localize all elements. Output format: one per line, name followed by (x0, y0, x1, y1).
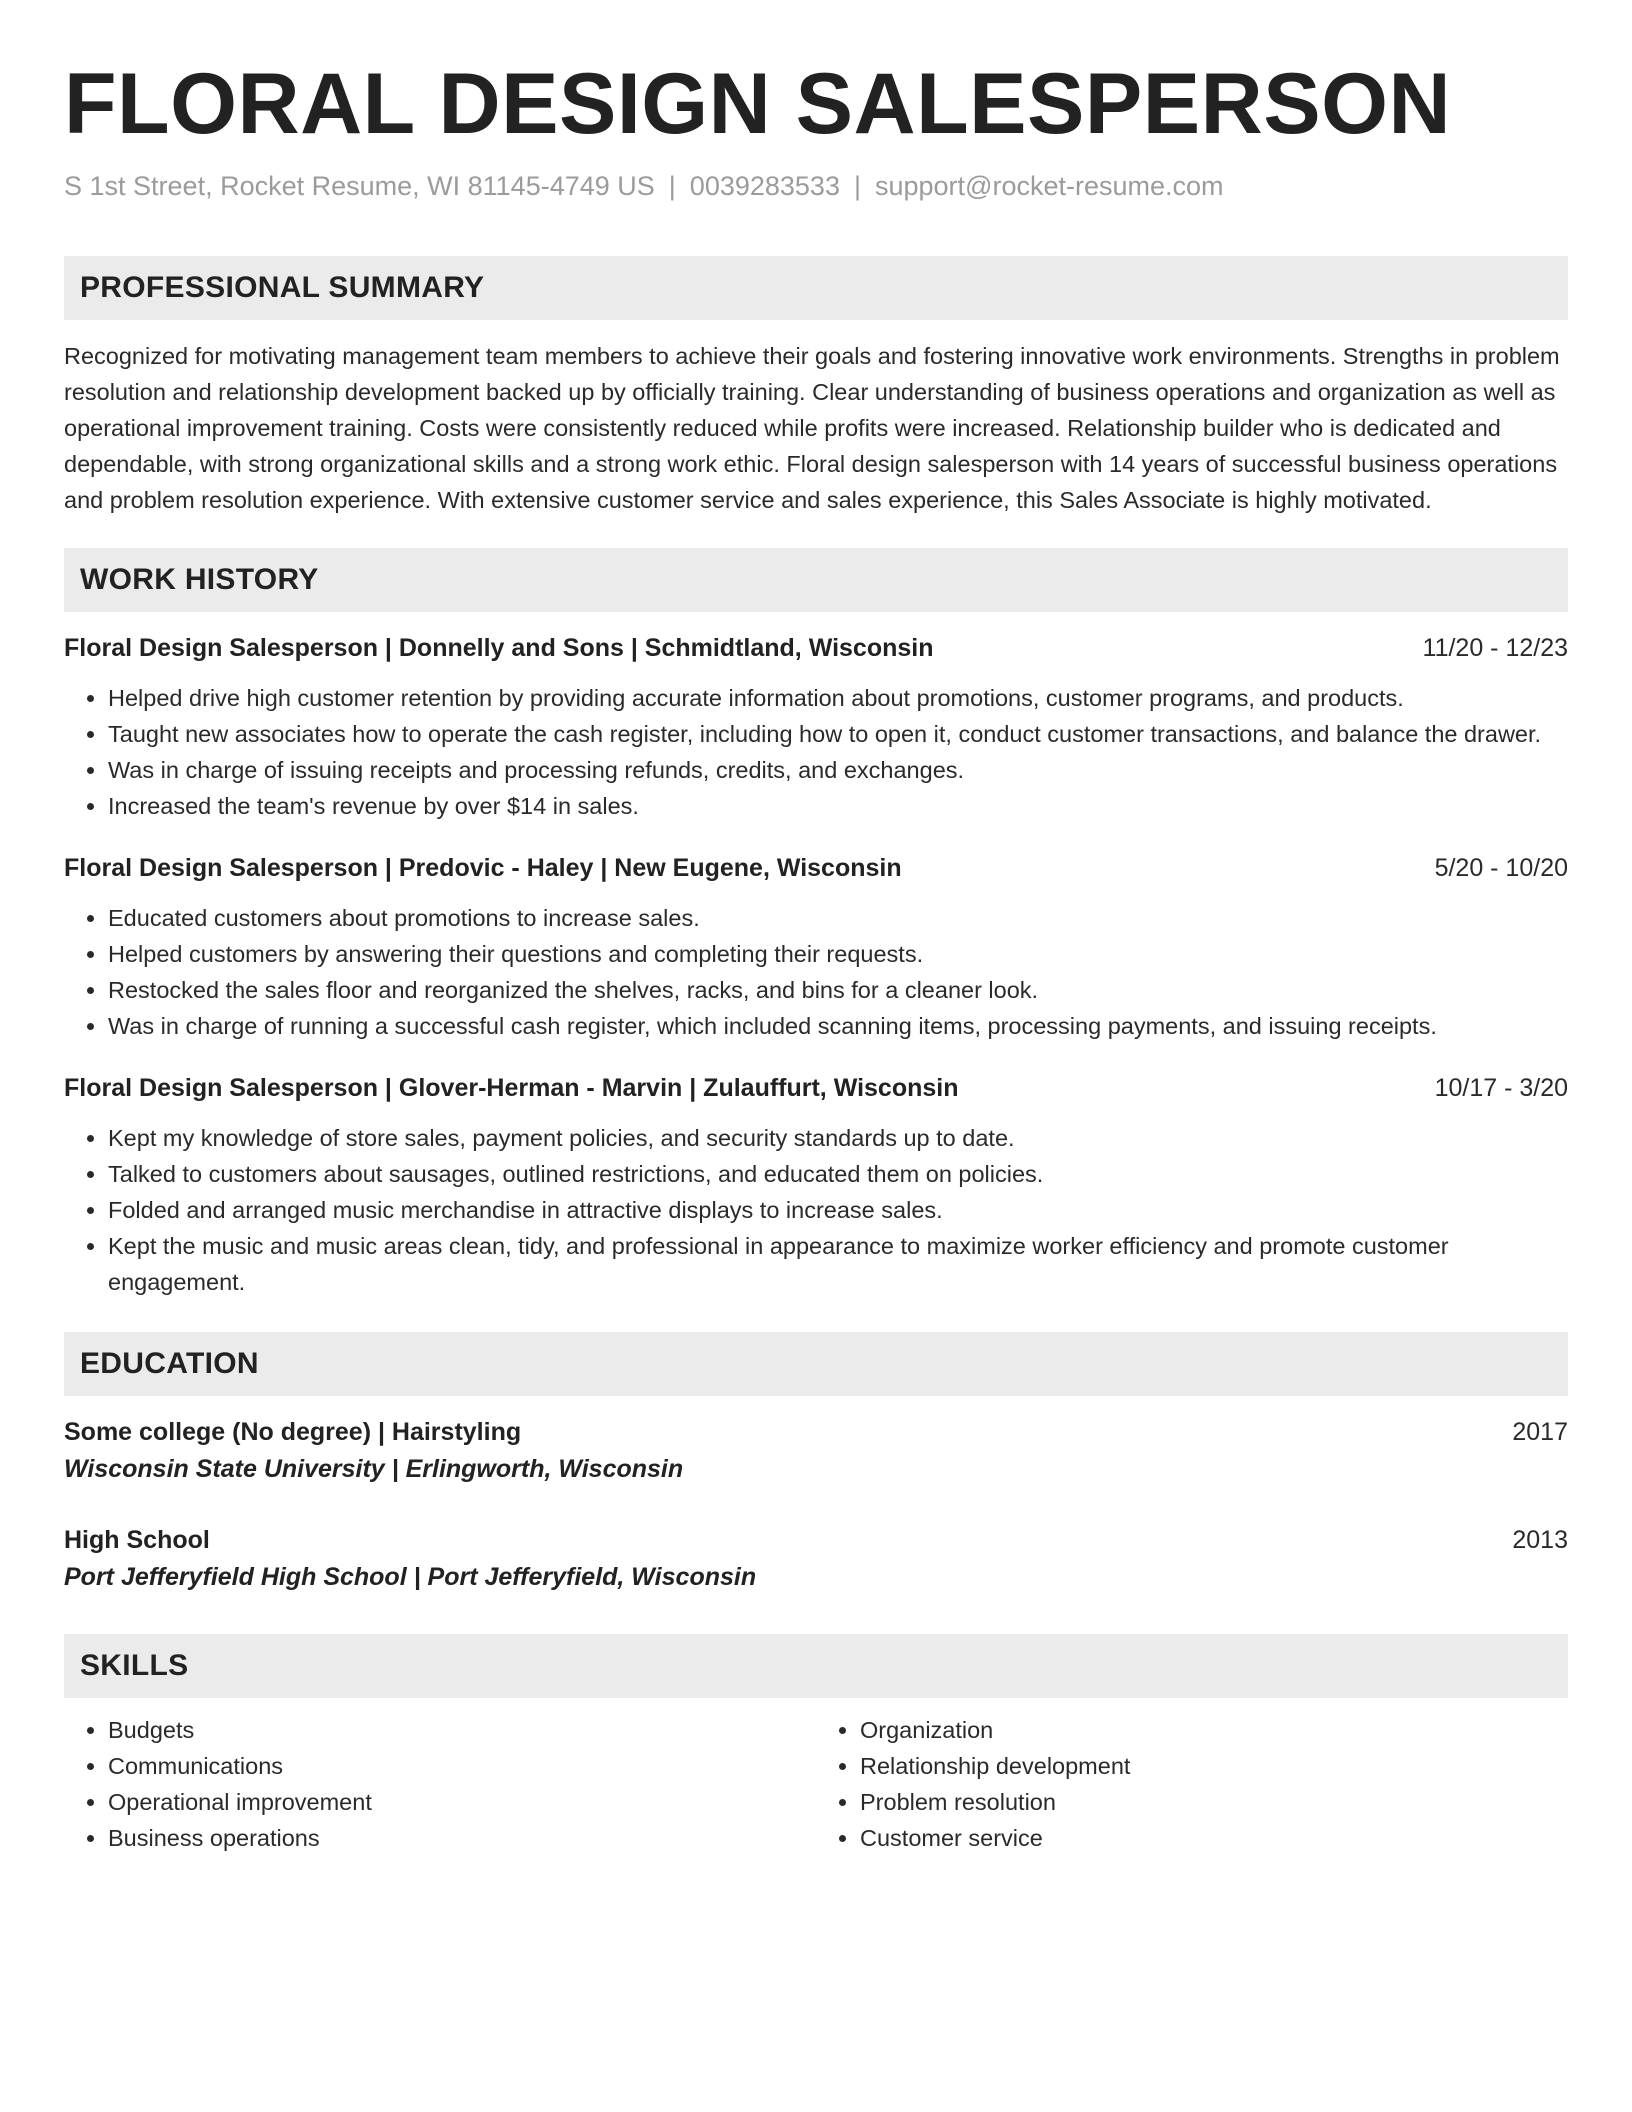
job-bullet: • Restocked the sales floor and reorganized the shelves, racks, and bins for a cleaner look. (108, 972, 1568, 1008)
job-title: Floral Design Salesperson | Glover-Herman - Marvin | Zulauffurt, Wisconsin (64, 1074, 959, 1102)
skill-item: • Relationship development (860, 1748, 1568, 1784)
job-header (64, 850, 1568, 886)
contact-separator: | (853, 171, 861, 201)
skill-item: • Operational improvement (108, 1784, 816, 1820)
skills-list (64, 1712, 1568, 1856)
job-bullet: • Talked to customers about sausages, outlined restrictions, and educated them on policies. (108, 1156, 1568, 1192)
summary-text: Recognized for motivating management team members to achieve their goals and fostering innovative work environments. Strengths in problem resolution and relationship development backed up by officially training. Clear understanding of business operations and organization as well as operational improvement training. Costs were consistently reduced while profits were increased. Relationship builder who is dedicated and dependable, with strong organizational skills and a strong work ethic. Floral design salesperson with 14 years of successful business operations and problem resolution experience. With extensive customer service and sales experience, this Sales Associate is highly motivated. (64, 343, 1560, 513)
education-year: 2013 (1512, 1526, 1568, 1554)
job-entry (64, 850, 1568, 1044)
section-title: EDUCATION (80, 1347, 259, 1380)
section-title: WORK HISTORY (80, 563, 319, 596)
education-institution: Port Jefferyfield High School | Port Jefferyfield, Wisconsin (64, 1563, 757, 1591)
education-degree: High School (64, 1526, 210, 1554)
education-entry (64, 1414, 1568, 1488)
job-header (64, 630, 1568, 666)
job-bullet: • Helped drive high customer retention by providing accurate information about promotions, customer programs, and products. (108, 680, 1568, 716)
skills-column-right (816, 1712, 1568, 1856)
job-bullet: • Kept the music and music areas clean, tidy, and professional in appearance to maximize worker efficiency and promote customer engagement. (108, 1228, 1568, 1300)
job-bullet: • Increased the team's revenue by over $14 in sales. (108, 788, 1568, 824)
section-title: PROFESSIONAL SUMMARY (80, 271, 485, 304)
contact-separator: | (668, 171, 676, 201)
section-title: SKILLS (80, 1649, 189, 1682)
education-institution: Wisconsin State University | Erlingworth, Wisconsin (64, 1455, 684, 1483)
job-title: Floral Design Salesperson | Donnelly and Sons | Schmidtland, Wisconsin (64, 634, 934, 662)
job-bullets (64, 900, 1568, 1044)
job-bullets (64, 1120, 1568, 1300)
job-bullet: • Was in charge of running a successful cash register, which included scanning items, processing payments, and issuing receipts. (108, 1008, 1568, 1044)
job-bullet: • Was in charge of issuing receipts and processing refunds, credits, and exchanges. (108, 752, 1568, 788)
job-entry (64, 1070, 1568, 1300)
job-bullet: • Taught new associates how to operate the cash register, including how to open it, conduct customer transactions, and balance the drawer. (108, 716, 1568, 752)
job-dates: 5/20 - 10/20 (1434, 854, 1568, 882)
job-header (64, 1070, 1568, 1106)
job-bullet: • Educated customers about promotions to increase sales. (108, 900, 1568, 936)
job-bullets (64, 680, 1568, 824)
education-degree: Some college (No degree) | Hairstyling (64, 1418, 522, 1446)
contact-line (64, 168, 1568, 204)
job-title: Floral Design Salesperson | Predovic - Haley | New Eugene, Wisconsin (64, 854, 902, 882)
section-header-education (64, 1332, 1568, 1396)
education-header (64, 1522, 1568, 1558)
job-entry (64, 630, 1568, 824)
education-year: 2017 (1512, 1418, 1568, 1446)
section-header-skills (64, 1634, 1568, 1698)
job-bullet: • Folded and arranged music merchandise in attractive displays to increase sales. (108, 1192, 1568, 1228)
skill-item: • Organization (860, 1712, 1568, 1748)
contact-email[interactable]: support@rocket-resume.com (874, 171, 1224, 201)
contact-phone: 0039283533 (689, 171, 840, 201)
job-bullet: • Helped customers by answering their questions and completing their requests. (108, 936, 1568, 972)
job-dates: 10/17 - 3/20 (1434, 1074, 1568, 1102)
candidate-name: FLORAL DESIGN SALESPERSON (64, 56, 1452, 152)
job-dates: 11/20 - 12/23 (1422, 634, 1568, 662)
contact-address: S 1st Street, Rocket Resume, WI 81145-4749 US (64, 171, 655, 201)
section-header-summary (64, 256, 1568, 320)
section-header-work-history (64, 548, 1568, 612)
education-header (64, 1414, 1568, 1450)
skill-item: • Communications (108, 1748, 816, 1784)
skill-item: • Problem resolution (860, 1784, 1568, 1820)
skills-column-left (64, 1712, 816, 1856)
job-bullet: • Kept my knowledge of store sales, payment policies, and security standards up to date. (108, 1120, 1568, 1156)
education-entry (64, 1522, 1568, 1596)
skill-item: • Budgets (108, 1712, 816, 1748)
skill-item: • Customer service (860, 1820, 1568, 1856)
skill-item: • Business operations (108, 1820, 816, 1856)
